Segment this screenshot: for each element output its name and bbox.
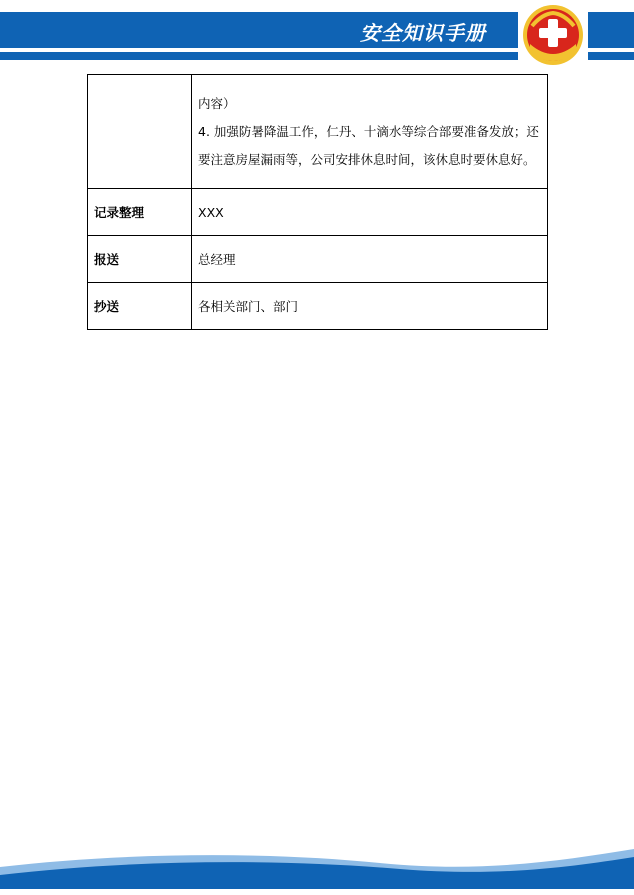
content-line: 内容） — [198, 95, 236, 111]
row-label — [88, 75, 192, 189]
table-row — [88, 75, 548, 189]
table-row — [88, 189, 548, 236]
header-banner-right — [588, 12, 634, 48]
row-value: 各相关部门、部门 — [192, 283, 548, 330]
row-label: 记录整理 — [88, 189, 192, 236]
header-underline — [0, 52, 518, 60]
table-row — [88, 236, 548, 283]
header-title: 安全知识手册 — [360, 21, 486, 45]
footer-wave — [0, 845, 634, 895]
content-line: 4. 加强防暑降温工作，仁丹、十滴水等综合部要准备发放；还 — [198, 123, 539, 139]
record-table — [87, 74, 548, 330]
table-row — [88, 283, 548, 330]
row-value: XXX — [192, 189, 548, 236]
row-value: 总经理 — [192, 236, 548, 283]
row-value — [192, 75, 548, 189]
row-label: 抄送 — [88, 283, 192, 330]
header-underline-right — [588, 52, 634, 60]
safety-emblem-icon — [522, 4, 584, 66]
content-line: 要注意房屋漏雨等，公司安排休息时间，该休息时要休息好。 — [198, 151, 536, 167]
row-label: 报送 — [88, 236, 192, 283]
